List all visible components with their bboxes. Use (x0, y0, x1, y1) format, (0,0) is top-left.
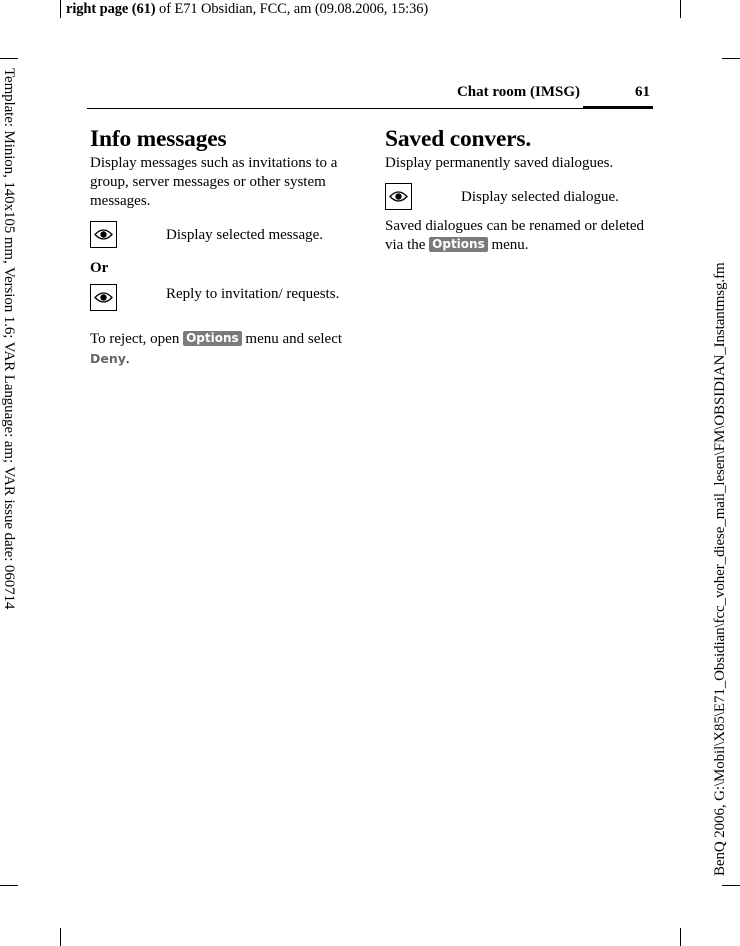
chapter-title: Chat room (IMSG) (456, 84, 580, 100)
crop-mark (722, 885, 740, 886)
right-slug-line: BenQ 2006, G:\Mobil\X85\E71_Obsidian\fcc_voher_diese_mail_lesen\FM\OBSIDIAN_Instantmsg.fm (712, 262, 728, 876)
reject-text-before: To reject, open (90, 331, 184, 347)
options-softkey: Options (429, 237, 488, 252)
key-instruction-display-message (90, 221, 358, 253)
or-label: Or (90, 260, 109, 276)
navigation-key-center-icon (90, 221, 117, 248)
key-instruction-text: Display selected dialogue. (461, 189, 619, 205)
info-messages-section (90, 124, 358, 369)
note-text-after: menu. (487, 237, 529, 253)
top-slug-line (66, 1, 428, 18)
crop-mark (722, 58, 740, 59)
top-slug-rest: of E71 Obsidian, FCC, am (09.08.2006, 15:36) (155, 1, 429, 17)
header-rule-accent (583, 106, 653, 109)
key-instruction-display-dialogue (385, 183, 653, 215)
note-text-before: Saved dialogues can be renamed or deleted via the (385, 218, 645, 253)
crop-mark (60, 928, 61, 946)
crop-mark (680, 0, 681, 18)
saved-conversations-intro: Display permanently saved dialogues. (385, 155, 614, 171)
saved-dialogues-note (385, 217, 653, 255)
key-instruction-text: Display selected message. (166, 227, 324, 243)
reject-text-end: . (125, 351, 130, 367)
page-number: 61 (635, 84, 650, 100)
key-instruction-reply (90, 284, 358, 330)
crop-mark (680, 928, 681, 946)
crop-mark (0, 58, 18, 59)
saved-conversations-heading: Saved convers. (385, 126, 532, 152)
top-slug-bold: right page (61) (66, 1, 156, 17)
left-slug-line: Template: Minion, 140x105 mm, Version 1.6; VAR Language: am; VAR issue date: 060714 (1, 68, 17, 610)
crop-mark (0, 885, 18, 886)
reject-text-middle: menu and select (241, 331, 343, 347)
deny-option: Deny (90, 351, 126, 366)
navigation-key-center-icon (385, 183, 412, 210)
saved-conversations-section (385, 124, 653, 255)
key-instruction-text: Reply to invitation/ requests. (166, 286, 340, 302)
info-messages-heading: Info messages (90, 126, 227, 152)
reject-instructions (90, 330, 358, 369)
navigation-key-center-icon (90, 284, 117, 311)
crop-mark (60, 0, 61, 18)
options-softkey: Options (183, 331, 242, 346)
info-messages-intro: Display messages such as invitations to a group, server messages or other system messages. (90, 155, 338, 209)
header-rule (87, 108, 585, 109)
